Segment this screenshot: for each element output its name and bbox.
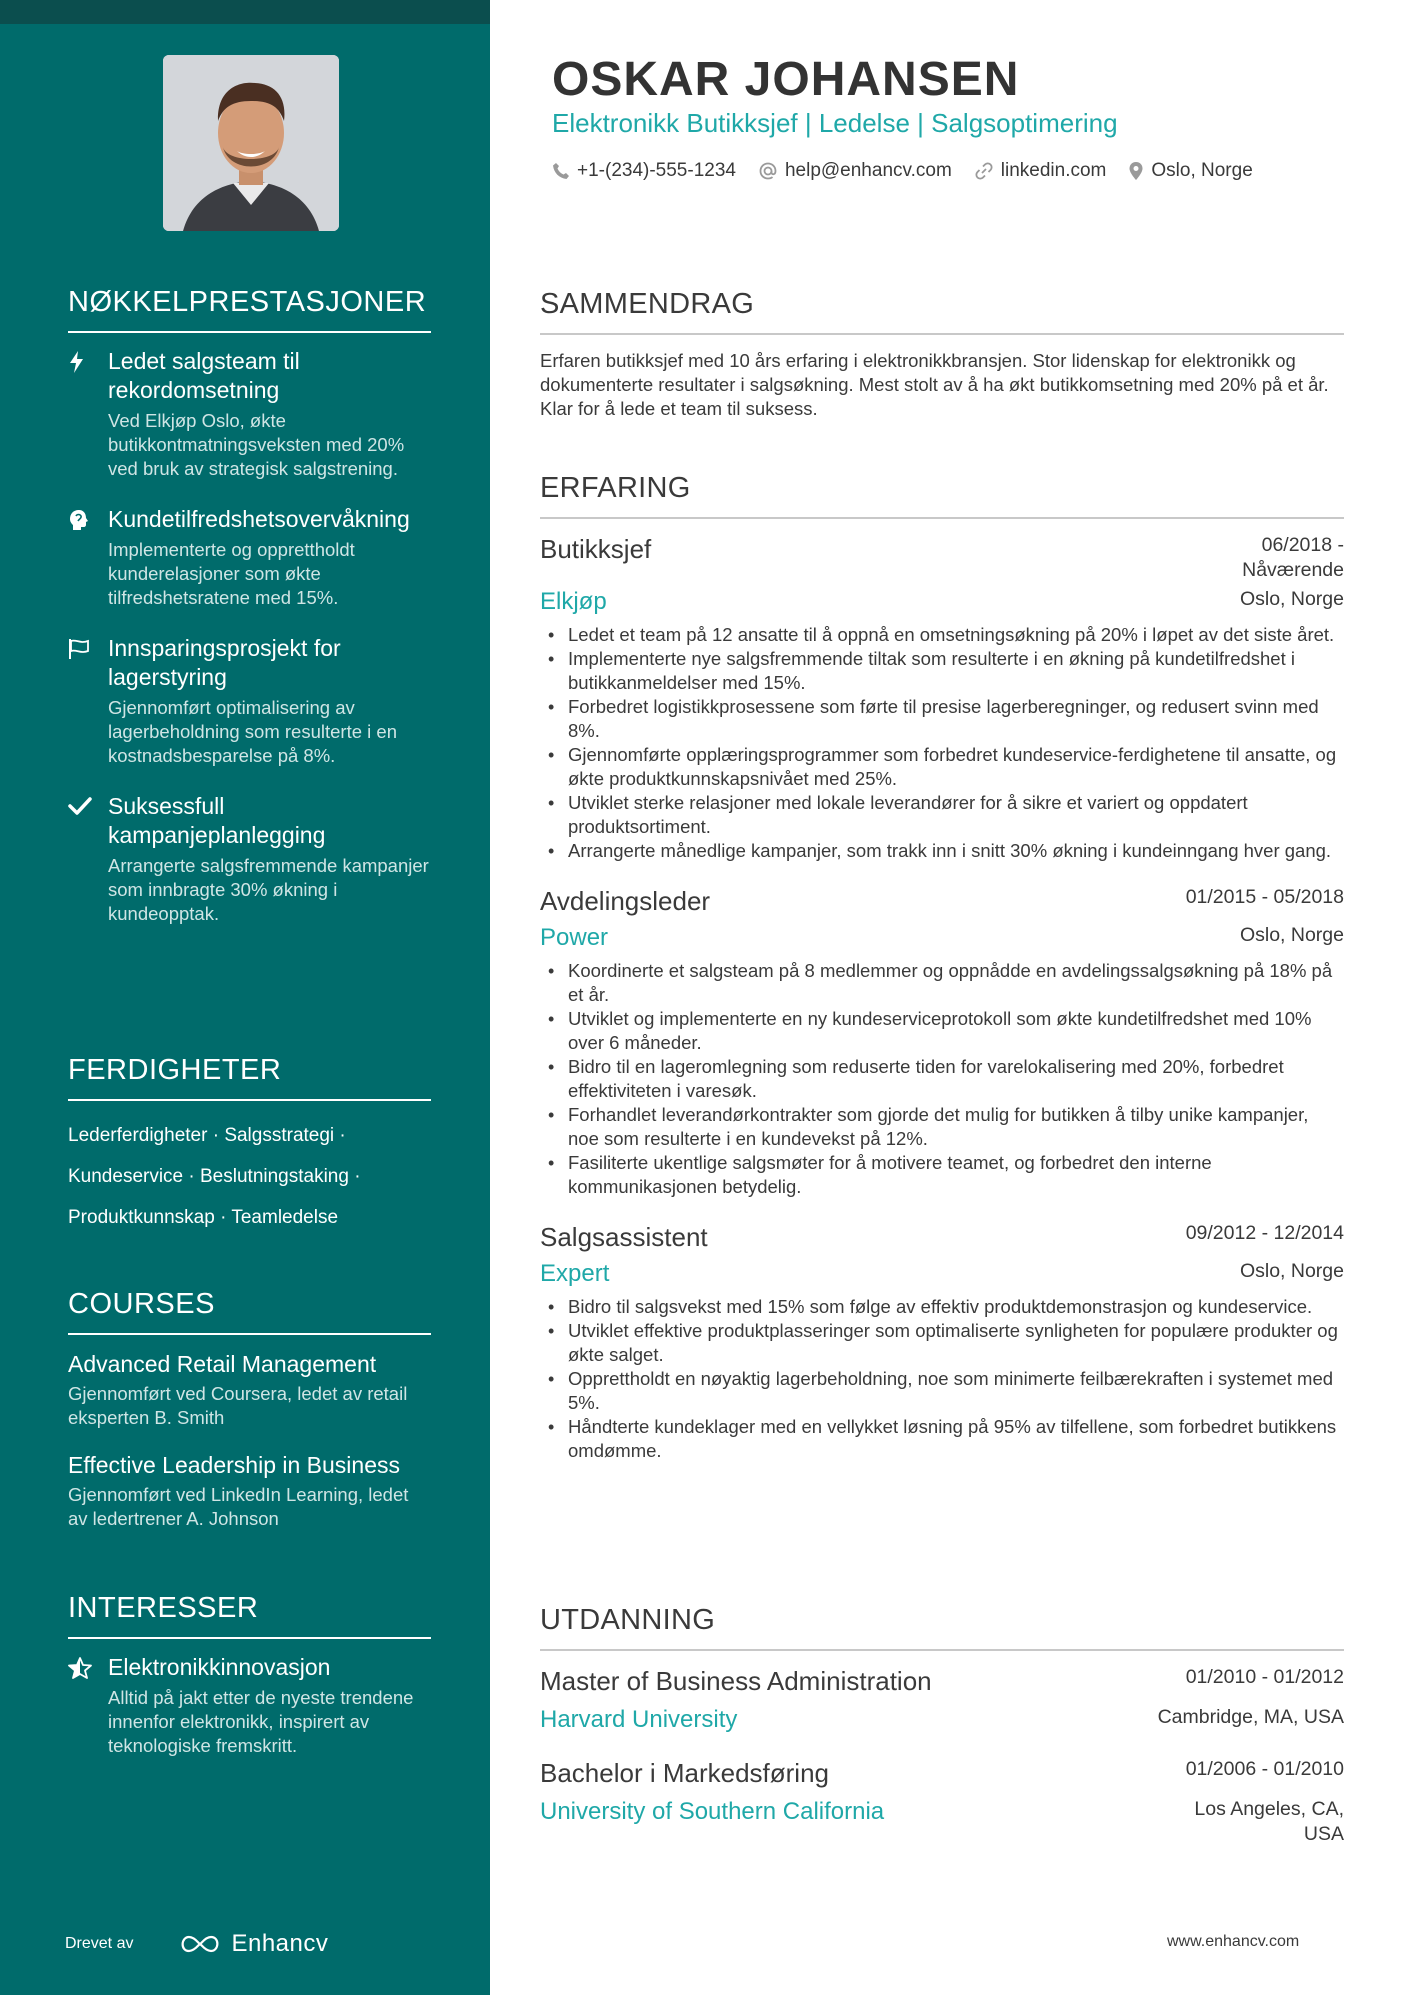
contact-text: linkedin.com bbox=[1000, 160, 1107, 181]
profile-photo bbox=[163, 55, 339, 231]
contact-bar bbox=[552, 160, 1275, 182]
job-bullets bbox=[540, 1295, 1344, 1463]
candidate-name: OSKAR JOHANSEN bbox=[552, 53, 1020, 106]
at-icon bbox=[758, 161, 778, 181]
education-entry bbox=[540, 1757, 1344, 1847]
powered-by bbox=[65, 1930, 328, 1958]
checkmark-icon bbox=[68, 792, 108, 926]
courses-title: COURSES bbox=[68, 1288, 431, 1335]
interests-section bbox=[68, 1592, 431, 1782]
job-title: Butikksjef bbox=[540, 534, 652, 564]
bullet-item: • Utviklet og implementerte en ny kundeserviceprotokoll som økte kundetilfredshet med 10% over 6 måneder. bbox=[540, 1007, 1344, 1055]
achievement-title: Suksessfull kampanjeplanlegging bbox=[108, 793, 326, 848]
infinity-icon bbox=[177, 1933, 223, 1955]
course-item bbox=[68, 1450, 431, 1531]
bullet-item: • Implementerte nye salgsfremmende tiltak som resulterte i en økning på kundetilfredshet i butikkanmeldelser med 15%. bbox=[540, 647, 1344, 695]
achievements-title: NØKKELPRESTASJONER bbox=[68, 286, 431, 333]
summary-text: Erfaren butikksjef med 10 års erfaring i elektronikkbransjen. Stor lidenskap for elektronikk og dokumenterte resultater i salgsøkning. Mest stolt av å ha økt butikkomsetning med 20% på et år. Klar for å lede et team til suksess. bbox=[540, 350, 1329, 419]
achievement-item bbox=[68, 792, 431, 926]
sidebar-top-bar bbox=[0, 0, 490, 24]
skills-line: Lederferdigheter · Salgsstrategi · bbox=[68, 1125, 346, 1146]
achievements-section bbox=[68, 286, 431, 950]
bullet-item: • Forhandlet leverandørkontrakter som gjorde det mulig for butikken å tilby unike kampanjer, noe som resulterte i en kundevekst på 12%. bbox=[540, 1103, 1344, 1151]
job-location: Oslo, Norge bbox=[1239, 924, 1344, 946]
interests-title: INTERESSER bbox=[68, 1592, 431, 1639]
degree-title: Master of Business Administration bbox=[540, 1666, 932, 1696]
interest-title: Elektronikkinnovasjon bbox=[108, 1654, 331, 1680]
job-location: Oslo, Norge bbox=[1239, 1260, 1344, 1282]
course-desc: Gjennomført ved LinkedIn Learning, ledet av ledertrener A. Johnson bbox=[68, 1484, 409, 1529]
bullet-item: • Arrangerte månedlige kampanjer, som trakk inn i snitt 30% økning i kundeinngang hver gang. bbox=[540, 839, 1344, 863]
achievement-item bbox=[68, 347, 431, 481]
course-title: Effective Leadership in Business bbox=[68, 1452, 400, 1478]
bullet-item: • Koordinerte et salgsteam på 8 medlemmer og oppnådde en avdelingssalgsøkning på 18% på et år. bbox=[540, 959, 1344, 1007]
company-name: Power bbox=[540, 924, 609, 951]
lightning-icon bbox=[68, 347, 108, 481]
job-entry bbox=[540, 1221, 1344, 1463]
education-date: 01/2006 - 01/2010 bbox=[1185, 1758, 1344, 1780]
job-entry bbox=[540, 533, 1344, 863]
contact-phone[interactable] bbox=[552, 160, 736, 182]
course-title: Advanced Retail Management bbox=[68, 1351, 377, 1377]
education-section bbox=[540, 1604, 1344, 1847]
company-name: Expert bbox=[540, 1260, 610, 1287]
sidebar bbox=[0, 0, 490, 1995]
education-location: Los Angeles, CA, USA bbox=[1194, 1798, 1344, 1845]
head-brain-icon bbox=[68, 505, 108, 610]
bullet-item: • Forbedret logistikkprosessene som førte til presise lagerberegninger, og redusert svinn med 8%. bbox=[540, 695, 1344, 743]
summary-title: SAMMENDRAG bbox=[540, 288, 1344, 335]
education-location: Cambridge, MA, USA bbox=[1157, 1706, 1344, 1728]
location-pin-icon bbox=[1128, 161, 1144, 181]
headline: Elektronikk Butikksjef | Ledelse | Salgsoptimering bbox=[552, 108, 1118, 138]
powered-by-label: Drevet av bbox=[65, 1935, 134, 1952]
contact-linkedin[interactable] bbox=[974, 160, 1107, 182]
job-location: Oslo, Norge bbox=[1239, 588, 1344, 610]
education-date: 01/2010 - 01/2012 bbox=[1185, 1666, 1344, 1688]
bullet-item: • Opprettholdt en nøyaktig lagerbeholdning, noe som minimerte feilbærekraften i systemet med 5%. bbox=[540, 1367, 1344, 1415]
course-item bbox=[68, 1349, 431, 1430]
summary-section bbox=[540, 288, 1344, 421]
achievement-desc: Implementerte og opprettholdt kunderelasjoner som økte tilfredshetsratene med 15%. bbox=[108, 539, 355, 608]
contact-text: help@enhancv.com bbox=[784, 160, 952, 181]
bullet-item: • Gjennomførte opplæringsprogrammer som forbedret kundeservice-ferdighetene til ansatte, og økte produktkunnskapsnivået med 25%. bbox=[540, 743, 1344, 791]
contact-email[interactable] bbox=[758, 160, 952, 182]
enhancv-logo[interactable] bbox=[177, 1930, 328, 1958]
interest-item bbox=[68, 1653, 431, 1758]
brand-name: Enhancv bbox=[231, 1930, 329, 1957]
contact-text: Oslo, Norge bbox=[1151, 160, 1253, 181]
contact-location bbox=[1128, 160, 1252, 182]
school-name: Harvard University bbox=[540, 1706, 738, 1733]
bullet-item: • Utviklet effektive produktplasseringer som optimaliserte synligheten for populære produkter og økte salget. bbox=[540, 1319, 1344, 1367]
phone-icon bbox=[552, 162, 570, 180]
skills-title: FERDIGHETER bbox=[68, 1054, 431, 1101]
experience-title: ERFARING bbox=[540, 472, 1344, 519]
bullet-item: • Bidro til salgsvekst med 15% som følge av effektiv produktdemonstrasjon og kundeservice. bbox=[540, 1295, 1344, 1319]
achievement-desc: Arrangerte salgsfremmende kampanjer som innbragte 30% økning i kundeopptak. bbox=[108, 855, 429, 924]
bullet-item: • Håndterte kundeklager med en vellykket løsning på 95% av tilfellene, som forbedret butikkens omdømme. bbox=[540, 1415, 1344, 1463]
education-title: UTDANNING bbox=[540, 1604, 1344, 1651]
company-name: Elkjøp bbox=[540, 588, 607, 615]
skills-line: Produktkunnskap · Teamledelse bbox=[68, 1207, 339, 1228]
bullet-item: • Bidro til en lageromlegning som reduserte tiden for varelokalisering med 20%, forbedret effektiviteten i varesøk. bbox=[540, 1055, 1344, 1103]
job-title: Salgsassistent bbox=[540, 1222, 708, 1252]
job-bullets bbox=[540, 623, 1344, 863]
achievement-item bbox=[68, 634, 431, 768]
link-icon bbox=[974, 161, 994, 181]
education-entry bbox=[540, 1665, 1344, 1735]
skills-line: Kundeservice · Beslutningstaking · bbox=[68, 1166, 361, 1187]
job-date: 09/2012 - 12/2014 bbox=[1185, 1222, 1344, 1244]
school-name: University of Southern California bbox=[540, 1798, 885, 1825]
courses-section bbox=[68, 1288, 431, 1551]
job-title: Avdelingsleder bbox=[540, 886, 711, 916]
flag-icon bbox=[68, 634, 108, 768]
experience-section bbox=[540, 472, 1344, 1463]
skills-list bbox=[68, 1115, 431, 1238]
contact-text: +1-(234)-555-1234 bbox=[577, 160, 736, 181]
achievement-title: Ledet salgsteam til rekordomsetning bbox=[108, 348, 300, 403]
bullet-item: • Utviklet sterke relasjoner med lokale leverandører for å sikre et variert og oppdatert produktsortiment. bbox=[540, 791, 1344, 839]
skills-section bbox=[68, 1054, 431, 1238]
achievement-item bbox=[68, 505, 431, 610]
website-link[interactable]: www.enhancv.com bbox=[1167, 1933, 1300, 1950]
course-desc: Gjennomført ved Coursera, ledet av retail eksperten B. Smith bbox=[68, 1383, 408, 1428]
star-half-icon bbox=[68, 1653, 108, 1758]
achievement-desc: Ved Elkjøp Oslo, økte butikkontmatningsveksten med 20% ved bruk av strategisk salgstrening. bbox=[108, 410, 405, 479]
job-date: 06/2018 - Nåværende bbox=[1242, 534, 1344, 581]
job-entry bbox=[540, 885, 1344, 1199]
bullet-item: • Fasiliterte ukentlige salgsmøter for å motivere teamet, og forbedret den interne kommunikasjonen betydelig. bbox=[540, 1151, 1344, 1199]
job-bullets bbox=[540, 959, 1344, 1199]
degree-title: Bachelor i Markedsføring bbox=[540, 1758, 829, 1788]
interest-desc: Alltid på jakt etter de nyeste trendene innenfor elektronikk, inspirert av teknologiske fremskritt. bbox=[108, 1687, 414, 1756]
achievement-title: Kundetilfredshetsovervåkning bbox=[108, 506, 410, 532]
achievement-title: Innsparingsprosjekt for lagerstyring bbox=[108, 635, 341, 690]
bullet-item: • Ledet et team på 12 ansatte til å oppnå en omsetningsøkning på 20% i løpet av det siste året. bbox=[540, 623, 1344, 647]
job-date: 01/2015 - 05/2018 bbox=[1185, 886, 1344, 908]
achievement-desc: Gjennomført optimalisering av lagerbeholdning som resulterte i en kostnadsbesparelse på 8%. bbox=[108, 697, 397, 766]
